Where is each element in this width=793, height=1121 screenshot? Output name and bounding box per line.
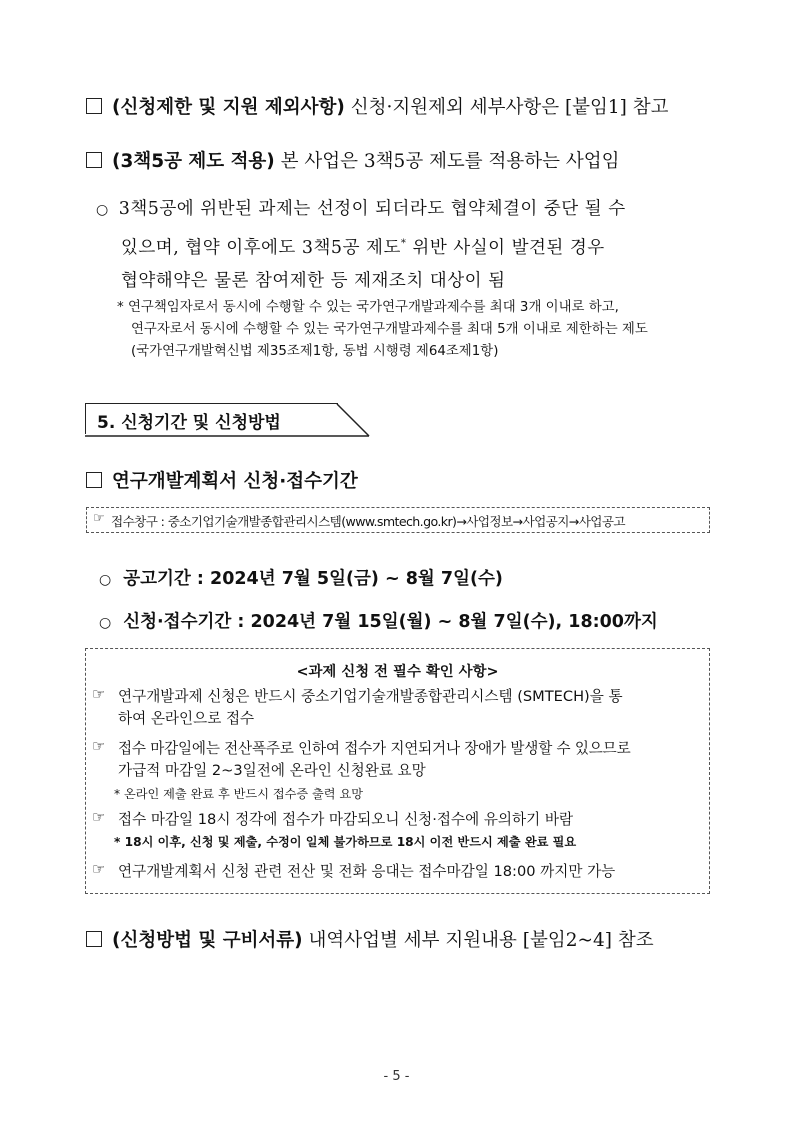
checklist-title: <과제 신청 전 필수 확인 사항>	[296, 664, 499, 680]
three-five-footnote	[117, 297, 717, 363]
section-header	[85, 403, 370, 436]
circle-bullet: ○	[99, 615, 112, 631]
restriction-head: (신청제한 및 지원 제외사항)	[112, 97, 345, 118]
three-five-text: 본 사업은 3책5공 제도를 적용하는 사업임	[280, 151, 620, 172]
circle-bullet: ○	[96, 202, 109, 218]
apply-period	[99, 608, 658, 633]
restriction-item	[86, 93, 669, 119]
footnote-line3: (국가연구개발혁신법 제35조제1항, 동법 시행령 제64조제1항)	[131, 344, 499, 359]
footnote-line1: * 연구책임자로서 동시에 수행할 수 있는 국가연구개발과제수를 최대 3개 이내로 하고,	[117, 300, 619, 315]
checkbox-square-icon	[86, 931, 102, 947]
checkbox-square-icon	[86, 152, 102, 168]
method-head: (신청방법 및 구비서류)	[112, 930, 303, 951]
method-item	[86, 926, 654, 952]
period-item	[86, 467, 358, 493]
pointing-hand-icon: ☞	[92, 685, 106, 703]
pointing-hand-icon: ☞	[92, 860, 106, 878]
channel-note-box	[86, 507, 710, 533]
checklist-item-2-note: * 온라인 제출 완료 후 반드시 접수증 출력 요망	[114, 787, 364, 801]
announce-period	[99, 565, 503, 590]
detail-line3-text: 협약해약은 물론 참여제한 등 제재조치 대상이 됨	[121, 270, 506, 291]
checkbox-square-icon	[86, 98, 102, 114]
three-five-detail-line2	[96, 227, 716, 265]
three-five-item	[86, 147, 620, 173]
period-title: 연구개발계획서 신청·접수기간	[112, 471, 358, 492]
checkbox-square-icon	[86, 472, 102, 488]
circle-bullet: ○	[99, 572, 112, 588]
detail-line2-text: 있으며, 협약 이후에도 3책5공 제도	[121, 237, 401, 258]
pointing-hand-icon: ☞	[93, 511, 105, 526]
checklist-item-1-line2: 하여 온라인으로 접수	[118, 710, 255, 727]
checklist-item-2-line2: 가급적 마감일 2~3일전에 온라인 신청완료 요망	[118, 762, 426, 779]
three-five-detail-line3	[96, 265, 716, 298]
checklist-item-3-line1: 접수 마감일 18시 정각에 접수가 마감되오니 신청·접수에 유의하기 바람	[118, 811, 574, 828]
checklist-box	[85, 648, 710, 894]
checklist-item-1-line1: 연구개발과제 신청은 반드시 중소기업기술개발종합관리시스템 (SMTECH)을 통	[118, 688, 623, 705]
pointing-hand-icon: ☞	[92, 737, 106, 755]
detail-line1-text: 3책5공에 위반된 과제는 선정이 되더라도 협약체결이 중단 될 수	[118, 199, 626, 219]
announce-text: 공고기간 : 2024년 7월 5일(금) ~ 8월 7일(수)	[123, 569, 503, 589]
three-five-detail	[96, 193, 716, 298]
method-text: 내역사업별 세부 지원내용 [붙임2~4] 참조	[308, 930, 654, 951]
footnote-marker: *	[400, 238, 407, 249]
channel-note-text: 접수창구 : 중소기업기술개발종합관리시스템(www.smtech.go.kr)→사업정보→사업공지→사업공고	[111, 514, 625, 529]
three-five-detail-line1	[96, 193, 716, 227]
apply-text: 신청·접수기간 : 2024년 7월 15일(월) ~ 8월 7일(수), 18:00까지	[123, 612, 658, 632]
checklist-item-4-line1: 연구개발계획서 신청 관련 전산 및 전화 응대는 접수마감일 18:00 까지만 가능	[118, 863, 616, 880]
checklist-item-3-note: * 18시 이후, 신청 및 제출, 수정이 일체 불가하므로 18시 이전 반드시 제출 완료 필요	[114, 835, 577, 849]
section-title: 5. 신청기간 및 신청방법	[97, 413, 281, 433]
checklist-item-2-line1: 접수 마감일에는 전산폭주로 인하여 접수가 지연되거나 장애가 발생할 수 있으므로	[118, 740, 631, 757]
page-number: - 5 -	[383, 1069, 410, 1084]
footnote-line2: 연구자로서 동시에 수행할 수 있는 국가연구개발과제수를 최대 5개 이내로 제한하는 제도	[131, 322, 648, 337]
restriction-text: 신청·지원제외 세부사항은 [붙임1] 참고	[350, 97, 669, 118]
pointing-hand-icon: ☞	[92, 808, 106, 826]
three-five-head: (3책5공 제도 적용)	[112, 151, 275, 172]
detail-line2-rest: 위반 사실이 발견된 경우	[406, 237, 605, 258]
